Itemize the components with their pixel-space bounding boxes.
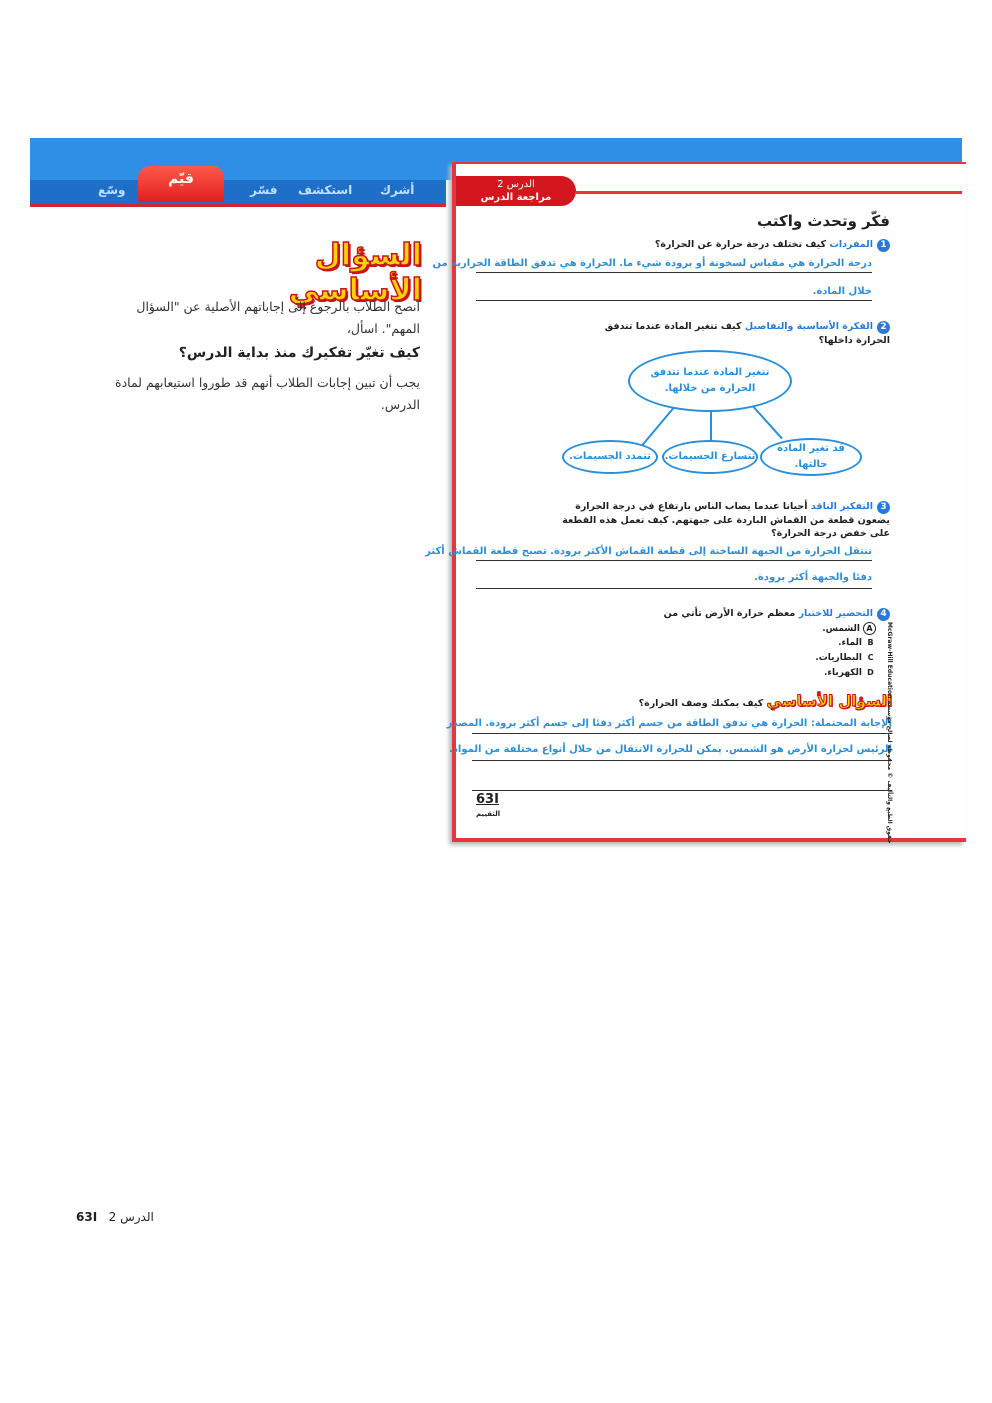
- option-letter: D: [867, 668, 874, 677]
- answer-rule: [472, 760, 892, 761]
- question-1-answer-line-1: درجة الحرارة هي مقياس لسخونة أو برودة شيء ما. الحرارة هي تدفق الطاقة الحرارية من: [432, 258, 872, 269]
- option-letter: B: [867, 638, 874, 647]
- answer-rule: [476, 560, 872, 561]
- question-3: [560, 500, 890, 540]
- question-1-text: كيف تختلف درجة حرارة عن الحرارة؟: [654, 239, 827, 250]
- map-center-node: تتغير المادة عندما تتدفق الحرارة من خلالها.: [628, 350, 792, 412]
- essential-answer-line-1: الإجابة المحتملة: الحرارة هي تدفق الطاقة من جسم أكثر دفئا إلى جسم أكثر برودة. المصدر: [446, 718, 892, 729]
- section-title: فكّر وتحدث واكتب: [756, 212, 890, 230]
- question-3-number: 3: [877, 501, 890, 514]
- page-footer: [76, 1210, 154, 1224]
- answer-rule: [472, 733, 892, 734]
- tab-explore[interactable]: استكشف: [298, 183, 353, 197]
- panel-header-rule: [576, 191, 962, 194]
- question-1-number: 1: [877, 239, 890, 252]
- answer-rule: [476, 272, 872, 273]
- option-c[interactable]: [780, 652, 876, 663]
- option-letter: C: [867, 653, 874, 662]
- option-a[interactable]: [780, 622, 876, 635]
- option-text: الشمس.: [822, 624, 860, 634]
- lesson-nav-bar: [30, 171, 446, 207]
- question-3-key: التفكير الناقد: [810, 501, 873, 512]
- panel-page-label: التقييم: [476, 810, 501, 818]
- map-node-particles-speed: تتسارع الجسيمات.: [662, 440, 758, 474]
- teacher-answer-text: يجب أن تبين إجابات الطلاب أنهم قد طوروا استيعابهم لمادة الدرس.: [115, 375, 420, 412]
- essential-question-text: كيف يمكنك وصف الحرارة؟: [638, 698, 764, 709]
- teacher-question-heading: كيف تغيّر تفكيرك منذ بداية الدرس؟: [178, 345, 420, 361]
- tab-explain[interactable]: فسّر: [250, 183, 278, 197]
- question-3-answer-line-2: دفئا والجبهة أكثر برودة.: [754, 572, 872, 583]
- lesson-review-tab: [456, 176, 576, 206]
- tab-evaluate[interactable]: قيّم: [138, 166, 224, 202]
- option-b[interactable]: [780, 637, 876, 648]
- tab-extend[interactable]: وسّع: [98, 183, 126, 197]
- answer-rule: [476, 300, 872, 301]
- footer-page-number: 63I: [76, 1210, 98, 1224]
- option-text: الكهرباء.: [823, 668, 862, 678]
- lesson-review-tab-title: مراجعة الدرس: [480, 192, 552, 203]
- panel-footer-rule: [472, 790, 892, 791]
- tab-engage[interactable]: أشرك: [380, 183, 415, 197]
- teacher-intro-text: انصح الطلاب بالرجوع إلى إجاباتهم الأصلية عن "السؤال المهم". اسأل،: [136, 299, 420, 336]
- option-text: البطاريات.: [815, 653, 862, 663]
- option-letter: A: [863, 622, 876, 635]
- option-text: الماء.: [838, 638, 862, 648]
- essential-answer-line-2: الرئيس لحرارة الأرض هو الشمس. يمكن للحرارة الانتقال من خلال أنواع مختلفة من المواد.: [448, 744, 892, 755]
- map-node-particles-expand: تتمدد الجسيمات.: [562, 440, 658, 474]
- question-2-text: كيف تتغير المادة عندما تتدفق الحرارة داخلها؟: [604, 321, 890, 346]
- map-node-state-change: قد تغير المادة حالتها.: [760, 438, 862, 476]
- question-2-key: الفكرة الأساسية والتفاصيل: [744, 321, 873, 332]
- option-d[interactable]: [780, 667, 876, 678]
- footer-lesson-label: الدرس 2: [108, 1210, 154, 1224]
- question-2-number: 2: [877, 321, 890, 334]
- answer-rule: [476, 588, 872, 589]
- lesson-review-tab-lesson: الدرس 2: [497, 179, 535, 190]
- copyright-credit: McGraw-Hill Education حقوق الطبع والتأليف © محفوظة لصالح مؤسسة: [886, 622, 893, 844]
- question-4-text: معظم حرارة الأرض تأتي من: [663, 608, 796, 619]
- question-2: [580, 320, 890, 347]
- question-1-answer-line-2: خلال المادة.: [812, 286, 872, 297]
- essential-question-badge: السؤال الأساسي: [766, 692, 892, 710]
- question-4-key: التحضير للاختبار: [798, 608, 873, 619]
- question-1-key: المفردات: [829, 239, 873, 250]
- essential-question-row: [600, 692, 892, 710]
- question-4: [620, 607, 890, 621]
- question-3-answer-line-1: تنتقل الحرارة من الجبهة الساخنة إلى قطعة القماش الأكثر برودة. تصبح قطعة القماش أكثر: [425, 546, 872, 557]
- essential-question-title: السؤال الأساسي: [288, 238, 422, 308]
- question-4-number: 4: [877, 608, 890, 621]
- question-3-text: أحيانا عندما يصاب الناس بارتفاع في درجة الحرارة يضعون قطعة من القماش الباردة على جبهتهم. كيف تعمل هذه القطعة على خفض درجة الحرارة؟: [562, 501, 890, 539]
- panel-page-number: 63I: [476, 792, 499, 807]
